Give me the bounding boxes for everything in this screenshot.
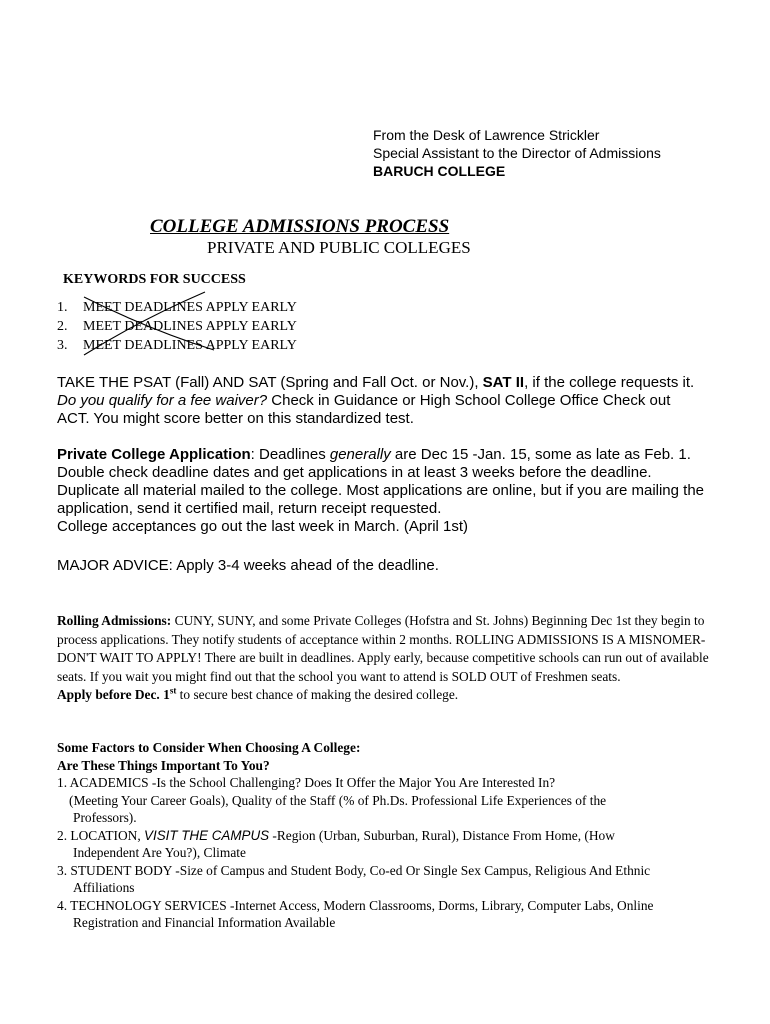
psat-line-1 xyxy=(57,374,694,392)
psat-text: , if the college requests it. xyxy=(524,374,695,391)
factors-subheading: Are These Things Important To You? xyxy=(57,757,270,773)
private-line-3: Duplicate all material mailed to the college. Most applications are online, but if you are mailing the xyxy=(57,482,705,499)
factor-location-text: 2. LOCATION, xyxy=(57,827,145,843)
page-subtitle: PRIVATE AND PUBLIC COLLEGES xyxy=(207,238,471,257)
factor-student-body: 3. STUDENT BODY -Size of Campus and Student Body, Co-ed Or Single Sex Campus, Religious And Ethnic xyxy=(57,862,651,878)
visit-campus-label: VISIT THE CAMPUS xyxy=(144,827,270,843)
sat-ii-label: SAT II xyxy=(482,374,525,391)
header-from-line: From the Desk of Lawrence Strickler xyxy=(373,127,600,143)
apply-before-text: to secure best chance of making the desired college. xyxy=(176,687,459,702)
factor-location-cont: Independent Are You?), Climate xyxy=(73,845,246,860)
private-app-label: Private College Application xyxy=(57,446,251,463)
keyword-text: MEET DEADLINES APPLY EARLY xyxy=(83,338,297,353)
psat-line-2 xyxy=(57,392,670,410)
private-text-italic: generally xyxy=(329,446,391,463)
factor-academics-cont: (Meeting Your Career Goals), Quality of the Staff (% of Ph.Ds. Professional Life Experiences of the xyxy=(69,792,607,808)
keyword-item xyxy=(57,338,297,354)
factor-location-text: -Region (Urban, Suburban, Rural), Distance From Home, (How xyxy=(269,827,615,843)
psat-line-3: ACT. You might score better on this standardized test. xyxy=(57,410,414,427)
apply-before-label: Apply before Dec. 1 xyxy=(57,687,170,702)
private-line-4: application, send it certified mail, return receipt requested. xyxy=(57,500,442,517)
keyword-number: 2. xyxy=(57,319,68,334)
private-text: : Deadlines xyxy=(250,446,330,463)
private-line-2: Double check deadline dates and get applications in at least 3 weeks before the deadline. xyxy=(57,464,652,481)
rolling-admissions-text: CUNY, SUNY, and some Private Colleges (Hofstra and St. Johns) Beginning Dec 1st they begin to process applications. They notify students of acceptance within 2 months. ROLLING ADMISSIONS IS A MISNOMER- DON'T WAIT TO APPLY! There are built in deadlines. Apply early, because competitive schools can run out of available seats. If you wait you might find out that the school you want to attend is SOLD OUT of Freshmen seats. xyxy=(57,613,709,684)
factor-academics-cont: Professors). xyxy=(73,810,137,825)
header-college-name: BARUCH COLLEGE xyxy=(373,163,506,179)
page-title: COLLEGE ADMISSIONS PROCESS xyxy=(150,216,450,237)
factor-student-body-cont: Affiliations xyxy=(73,880,135,895)
header-title-line: Special Assistant to the Director of Admissions xyxy=(373,145,661,161)
factor-location xyxy=(57,827,727,845)
apply-before-sup: st xyxy=(169,685,177,696)
keyword-item xyxy=(57,319,297,335)
private-text: are Dec 15 -Jan. 15, some as late as Feb. 1. xyxy=(390,446,691,463)
psat-text: Check in Guidance or High School College Office Check out xyxy=(267,392,671,409)
keywords-heading: KEYWORDS FOR SUCCESS xyxy=(63,272,246,287)
keyword-text: MEET DEADLINES APPLY EARLY xyxy=(83,300,297,315)
keyword-number: 1. xyxy=(57,300,68,315)
rolling-admissions-paragraph xyxy=(57,612,717,705)
psat-text: TAKE THE PSAT (Fall) AND SAT (Spring and Fall Oct. or Nov.), xyxy=(57,374,483,391)
factor-technology-cont: Registration and Financial Information Available xyxy=(73,915,336,930)
fee-waiver-question: Do you qualify for a fee waiver? xyxy=(57,392,268,409)
factors-heading: Some Factors to Consider When Choosing A College: xyxy=(57,740,361,755)
keyword-text: MEET DEADLINES APPLY EARLY xyxy=(83,319,297,334)
factor-academics: 1. ACADEMICS -Is the School Challenging? Does It Offer the Major You Are Interested In? xyxy=(57,775,556,790)
rolling-admissions-label: Rolling Admissions: xyxy=(57,613,172,628)
keyword-number: 3. xyxy=(57,338,68,353)
keyword-item xyxy=(57,300,297,316)
factor-technology: 4. TECHNOLOGY SERVICES -Internet Access, Modern Classrooms, Dorms, Library, Computer Labs, Online xyxy=(57,897,654,913)
factors-section xyxy=(57,739,727,932)
private-line-5: College acceptances go out the last week in March. (April 1st) xyxy=(57,518,469,535)
private-line-1 xyxy=(57,446,691,464)
major-advice: MAJOR ADVICE: Apply 3-4 weeks ahead of the deadline. xyxy=(57,557,439,574)
